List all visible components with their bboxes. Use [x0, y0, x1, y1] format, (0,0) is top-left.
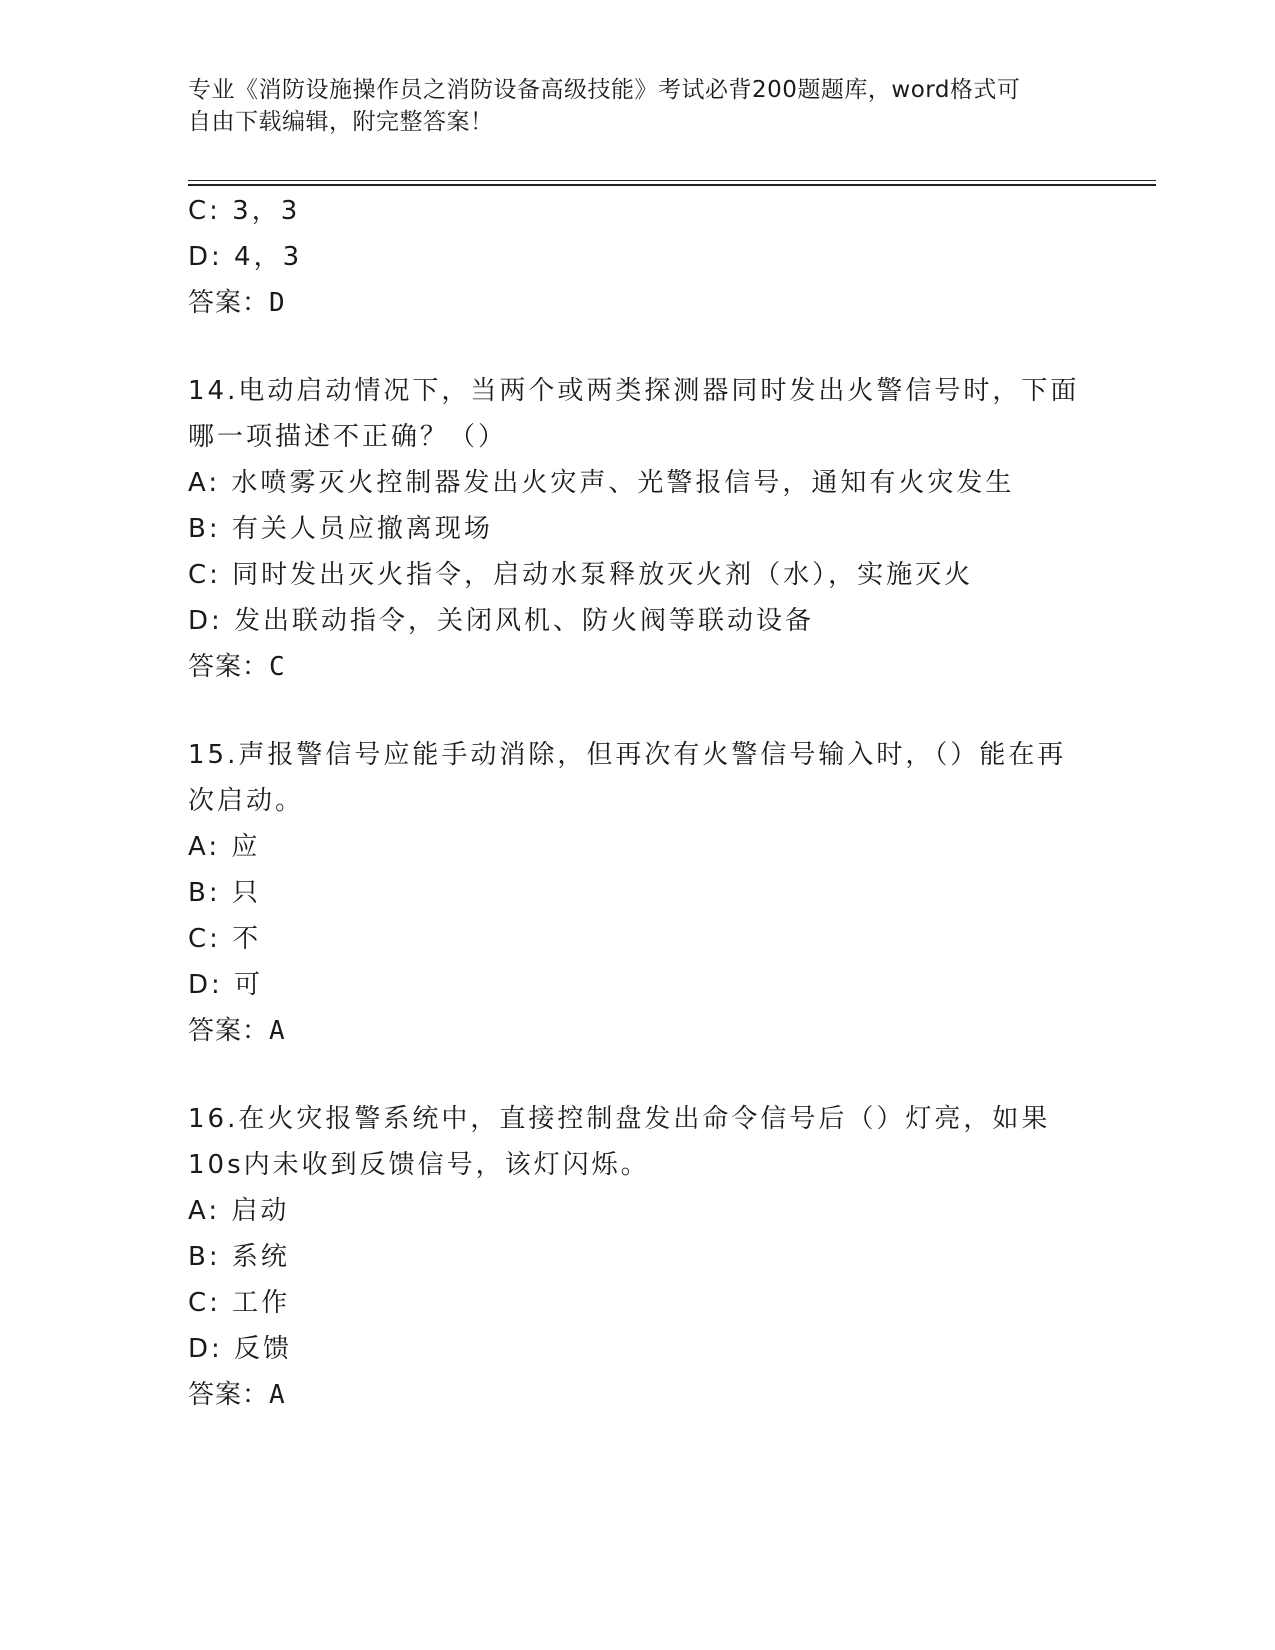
- previous-question-tail: [188, 188, 1088, 326]
- question-text-line-1: [188, 368, 1088, 414]
- question-text-line-1: [188, 732, 1088, 778]
- answer-line: 答案：C: [188, 652, 286, 682]
- header-line-2: 自由下载编辑，附完整答案！: [188, 109, 494, 135]
- question-text-line-2: 哪一项描述不正确？（）: [188, 422, 508, 452]
- question-number: 15.: [188, 740, 239, 770]
- header-line-1: 专业《消防设施操作员之消防设备高级技能》考试必背200题题库，word格式可: [188, 77, 1021, 103]
- option-a: A: 应: [188, 832, 261, 862]
- question-text: 电动启动情况下，当两个或两类探测器同时发出火警信号时，下面: [238, 376, 1080, 406]
- spacer: [188, 1054, 1088, 1096]
- answer-line: 答案：A: [188, 1016, 286, 1046]
- option-d: D: 4，3: [188, 242, 303, 272]
- option-d: D: 反馈: [188, 1334, 293, 1364]
- document-header: [188, 74, 1088, 138]
- option-a: A: 启动: [188, 1196, 290, 1226]
- option-c: C: 同时发出灭火指令，启动水泵释放灭火剂（水），实施灭火: [188, 560, 974, 590]
- spacer: [188, 326, 1088, 368]
- document-body: [188, 188, 1088, 1418]
- option-c: C: 工作: [188, 1288, 291, 1318]
- question-text-line-1: [188, 1096, 1088, 1142]
- question-text: 在火灾报警系统中，直接控制盘发出命令信号后（）灯亮，如果: [238, 1104, 1051, 1134]
- question-number: 14.: [188, 376, 239, 406]
- question-16: [188, 1096, 1088, 1418]
- question-text-line-2: 次启动。: [188, 786, 305, 816]
- option-d: D: 发出联动指令，关闭风机、防火阀等联动设备: [188, 606, 815, 636]
- question-text: 声报警信号应能手动消除，但再次有火警信号输入时，（）能在再: [238, 740, 1067, 770]
- option-d: D: 可: [188, 970, 264, 1000]
- question-number: 16.: [188, 1104, 239, 1134]
- option-b: B: 系统: [188, 1242, 290, 1272]
- question-text-line-2: 10s内未收到反馈信号，该灯闪烁。: [188, 1150, 650, 1180]
- option-b: B: 有关人员应撤离现场: [188, 514, 493, 544]
- question-14: [188, 368, 1088, 690]
- option-b: B: 只: [188, 878, 261, 908]
- answer-line: 答案：D: [188, 288, 286, 318]
- option-a: A: 水喷雾灭火控制器发出火灾声、光警报信号，通知有火灾发生: [188, 468, 1015, 498]
- spacer: [188, 690, 1088, 732]
- header-divider-thick: [188, 184, 1156, 186]
- header-divider: [188, 180, 1156, 181]
- answer-line: 答案：A: [188, 1380, 286, 1410]
- option-c: C: 不: [188, 924, 262, 954]
- option-c: C: 3，3: [188, 196, 301, 226]
- question-15: [188, 732, 1088, 1054]
